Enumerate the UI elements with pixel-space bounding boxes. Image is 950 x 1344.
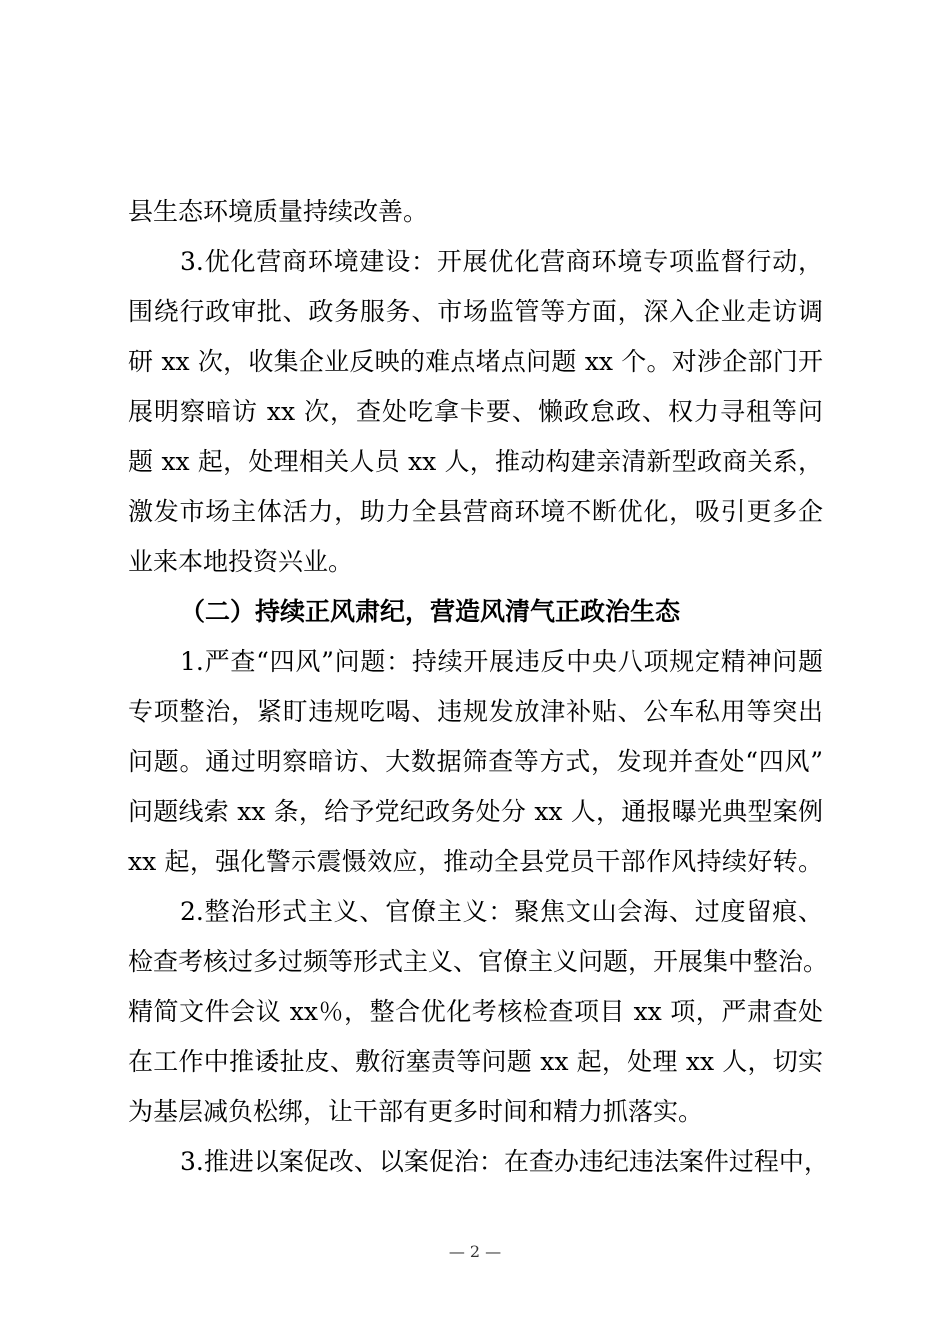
text-line: 3.推进以案促改、以案促治：在查办违纪违法案件过程中， <box>180 1147 829 1176</box>
section-heading: （二）持续正风肃纪，营造风清气正政治生态 <box>180 597 681 626</box>
text-line: 业来本地投资兴业。 <box>128 547 354 576</box>
text-line: 研 xx 次，收集企业反映的难点堵点问题 xx 个。对涉企部门开 <box>128 347 823 376</box>
text-line: 专项整治，紧盯违规吃喝、违规发放津补贴、公车私用等突出 <box>128 697 823 726</box>
text-line: 展明察暗访 xx 次，查处吃拿卡要、懒政怠政、权力寻租等问 <box>128 397 823 426</box>
text-line: 问题线索 xx 条，给予党纪政务处分 xx 人，通报曝光典型案例 <box>128 797 823 826</box>
text-line: xx 起，强化警示震慑效应，推动全县党员干部作风持续好转。 <box>128 847 823 876</box>
text-line: 检查考核过多过频等形式主义、官僚主义问题，开展集中整治。 <box>128 947 829 976</box>
text-line: 3.优化营商环境建设：开展优化营商环境专项监督行动， <box>180 247 823 276</box>
document-body <box>128 187 829 1187</box>
text-line: 精简文件会议 xx％，整合优化考核检查项目 xx 项，严肃查处 <box>128 997 823 1026</box>
page-number: — 2 — <box>448 1242 502 1261</box>
text-line: 1.严查“四风”问题：持续开展违反中央八项规定精神问题 <box>180 647 823 676</box>
text-line: 问题。通过明察暗访、大数据筛查等方式，发现并查处“四风” <box>128 747 823 776</box>
text-line: 围绕行政审批、政务服务、市场监管等方面，深入企业走访调 <box>128 297 823 326</box>
text-line: 题 xx 起，处理相关人员 xx 人，推动构建亲清新型政商关系， <box>128 447 823 476</box>
text-line: 为基层减负松绑，让干部有更多时间和精力抓落实。 <box>128 1097 704 1126</box>
text-line: 在工作中推诿扯皮、敷衍塞责等问题 xx 起，处理 xx 人，切实 <box>128 1047 823 1076</box>
text-line: 县生态环境质量持续改善。 <box>128 197 429 226</box>
text-line: 激发市场主体活力，助力全县营商环境不断优化，吸引更多企 <box>128 497 823 526</box>
text-line: 2.整治形式主义、官僚主义：聚焦文山会海、过度留痕、 <box>180 897 823 926</box>
